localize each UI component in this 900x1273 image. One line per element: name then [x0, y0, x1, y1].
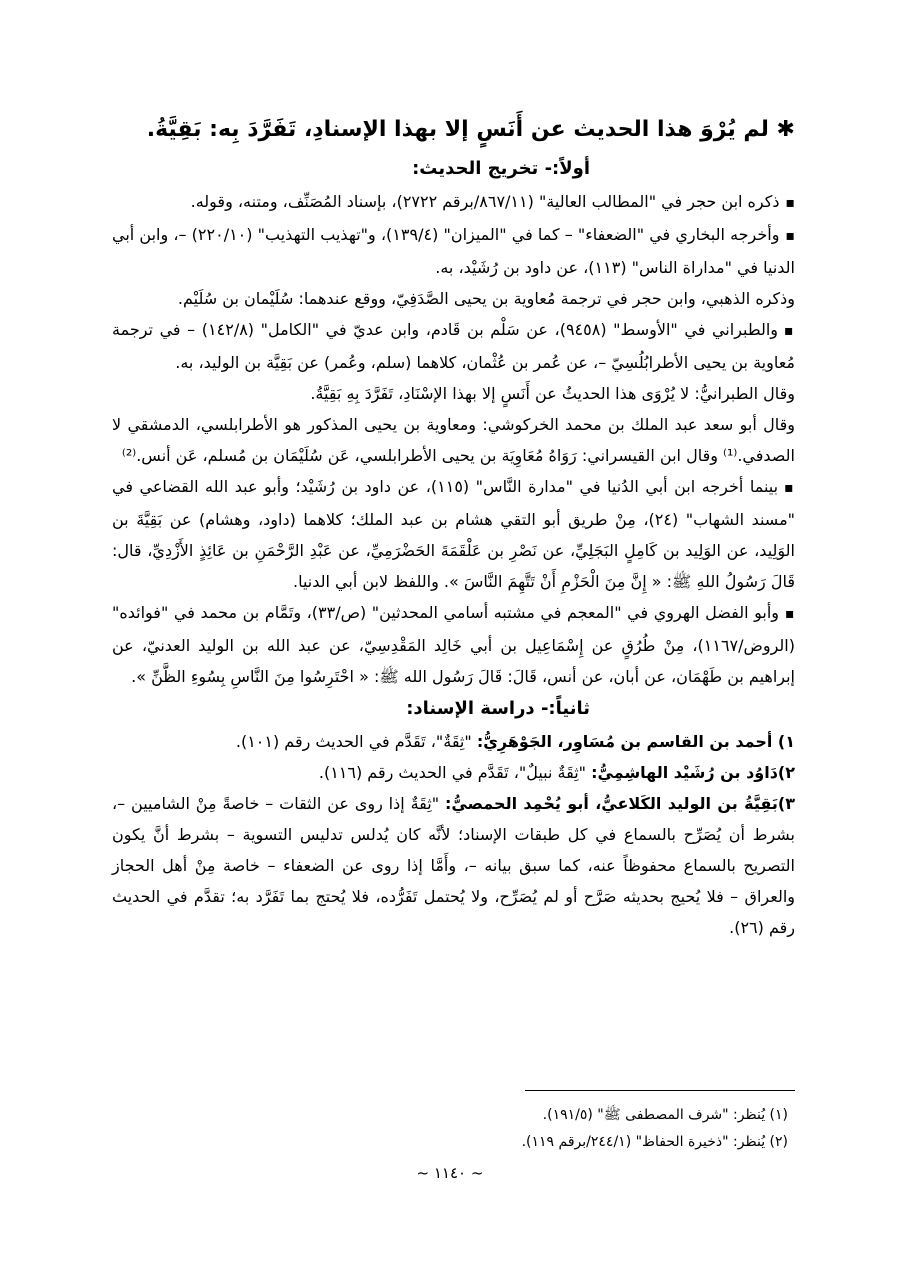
footnotes: [105, 1102, 788, 1156]
footnote-1: (١) يُنظر: "شرف المصطفى ﷺ" (١٩١/٥).: [542, 1107, 788, 1123]
paragraph-8: ▪ وأبو الفضل الهروي في "المعجم في مشتبه أسامي المحدثين" (ص/٣٣)، وتَمَّام بن محمد في "فوائده" (الروض/١١٦٧)، مِنْ طُرُقٍ عن إِسْمَاعِيل بن أبي خَالِد المَقْدِسِيّ، عن عبد الله بن الوليد العدنيّ، عن إبراهيم بن طَهْمَان، عن أبان، عن أنس، قَالَ: قَالَ رَسُول الله ﷺ: « احْتَرِسُوا مِنَ النَّاسِ بِسُوءِ الظَّنِّ ».: [112, 597, 795, 692]
page-number: ~ ١١٤٠ ~: [416, 1164, 484, 1182]
section-heading-takhrij: أولاً:- تخريج الحديث:: [412, 158, 590, 179]
paragraph-7: ▪ بينما أخرجه ابن أبي الدُنيا في "مدارة النَّاس" (١١٥)، عن داود بن رُشَيْد؛ وأبو عبد الله القضاعي في "مسند الشهاب" (٢٤)، مِنْ طريق أبو التقي هشام بن عبد الملك؛ كلاهما (داود، وهشام) عن بَقِيَّةَ بن الوَلِيد، عن الوَلِيد بن كَامِلٍ البَجَلِيِّ، عن نَصْرِ بن عَلْقَمَةَ الحَضْرَمِيِّ، عن عَبْدِ الرَّحْمَنِ بن عَائِذٍ الأَزْدِيِّ، قال: قَالَ رَسُولُ اللهِ ﷺ: « إِنَّ مِنَ الْحَزْمِ أَنْ تَتَّهِمَ النَّاسَ ». واللفظ لابن أبي الدنيا.: [112, 471, 795, 597]
narrator-item: [112, 757, 795, 788]
paragraph-1: ▪ ذكره ابن حجر في "المطالب العالية" (٨٦٧/١١/برقم ٢٧٢٢)، بإسناد المُصَنِّف، ومتنه، وقوله.: [112, 186, 795, 219]
narrator-item: [112, 788, 795, 943]
narrator-name: ٢)دَاوُد بن رُشَيْد الهاشِمِيُّ:: [591, 763, 795, 782]
page-body: [112, 110, 795, 943]
narrator-grade: "ثِقَةٌ نبيلٌ"، تَقَدَّم في الحديث رقم (١١٦).: [318, 763, 592, 782]
narrator-grade: "ثِقَةٌ إذا روى عن الثقات – خاصةً مِنْ الشاميين –، بشرط أن يُصَرِّح بالسماع في كل طبقات الإسناد؛ لأنَّه كان يُدلس تدليس التسوية – بشرط أنَّ يكون التصريح بالسماع محفوظاً عنه، كما سبق بيانه –، وأَمَّا إذا روى عن الضعفاء – خاصة مِنْ أهل الحجاز والعراق – فلا يُحيج بحديثه صَرَّح أو لم يُصَرِّح، ولا يُحتمل تَفَرُّده، فلا يُحتج بما تَفَرَّد به؛ تقدَّم في الحديث رقم (٢٦).: [112, 794, 795, 937]
narrator-grade: "ثِقَةٌ"، تَقَدَّم في الحديث رقم (١٠١).: [235, 732, 477, 751]
hadith-title: ✱ لم يُرْوَ هذا الحديث عن أَنَسٍ إلا بهذا الإسنادِ، تَفَرَّدَ بِه: بَقِيَّةُ.: [146, 117, 795, 142]
paragraph-5: وقال الطبرانيُّ: لا يُرْوَى هذا الحديثُ عن أَنَسٍ إلا بهذا الإسْنَادِ، تَفَرَّدَ بِهِ بَقِيَّةُ.: [310, 384, 795, 403]
paragraph-6: وقال أبو سعد عبد الملك بن محمد الخركوشي: ومعاوية بن يحيى المذكور هو الأطرابلسي، الدمشقي لا الصدفي.⁽¹⁾ وقال ابن القيسراني: رَوَاهُ مُعَاوِيَة بن يحيى الأطرابلسي، عَن سُلَيْمَان بن مُسلم، عَن أنس.⁽²⁾: [112, 415, 795, 465]
narrator-name: ١) أحمد بن القاسم بن مُسَاوِر، الجَوْهَرِيُّ:: [476, 732, 795, 751]
narrator-item: [112, 726, 795, 757]
paragraph-3: وذكره الذهبي، وابن حجر في ترجمة مُعاوية بن يحيى الصَّدَفِيّ، ووقع عندهما: سُلَيْمان بن سُلَيْم.: [177, 289, 795, 308]
paragraph-4: ▪ والطبراني في "الأوسط" (٩٤٥٨)، عن سَلْم بن قَادم، وابن عديّ في "الكامل" (١٤٢/٨) – في ترجمة مُعاوية بن يحيى الأطرابُلُسِيّ –، عن عُمر بن عُثْمان، كلاهما (سلم، وعُمر) عن بَقِيَّة بن الوليد، به.: [112, 314, 795, 378]
narrator-name: ٣)بَقِيَّةُ بن الوليد الكَلاعيُّ، أبو يُحْمِد الحمصيُّ:: [444, 794, 795, 813]
footnote-2: (٢) يُنظر: "ذخيرة الحفاظ" (٢٤٤/١/برقم ١١٩).: [521, 1134, 788, 1150]
section-heading-dirasa: ثانياً:- دراسة الإسناد:: [406, 698, 590, 719]
footnote-separator: [525, 1090, 795, 1091]
paragraph-2: ▪ وأخرجه البخاري في "الضعفاء" – كما في "الميزان" (١٣٩/٤)، و"تهذيب التهذيب" (٢٢٠/١٠) –، وابن أبي الدنيا في "مداراة الناس" (١١٣)، عن داود بن رُشَيْد، به.: [112, 219, 795, 283]
